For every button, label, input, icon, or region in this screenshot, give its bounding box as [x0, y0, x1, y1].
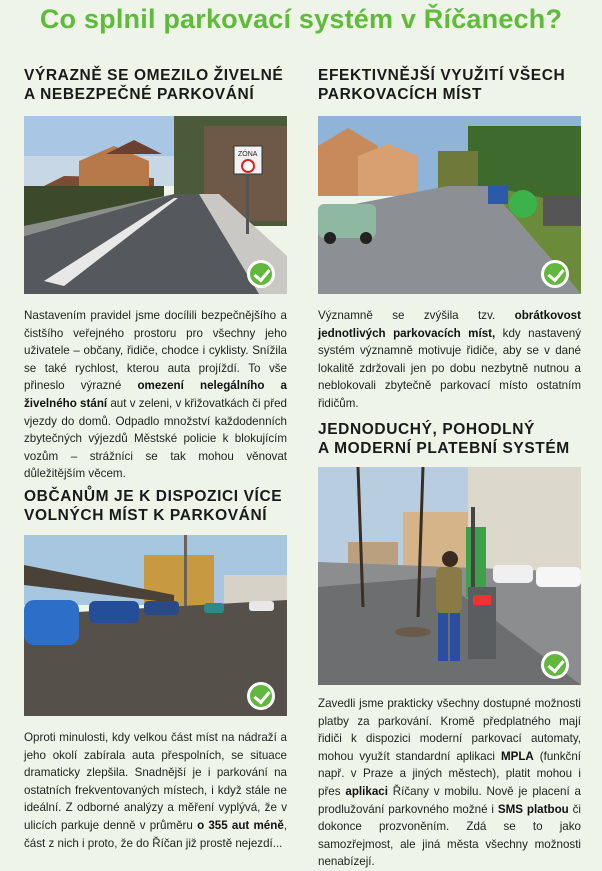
- section-efficient-use: [318, 66, 581, 413]
- check-icon: [541, 260, 569, 288]
- check-icon: [247, 682, 275, 710]
- street-photo: [24, 116, 287, 294]
- section-parking-restriction: [24, 66, 287, 483]
- section-heading: JEDNODUCHÝ, POHODLNÝ A MODERNÍ PLATEBNÍ SYSTÉM: [318, 421, 570, 457]
- section-payment-system: [318, 420, 581, 871]
- check-icon: [541, 651, 569, 679]
- section-text: Oproti minulosti, kdy velkou část míst na nádraží a jeho okolí zabírala auta přespolních, se situace dramaticky zlepšila. Snadnější je i parkování na ostatních frekventovaných místech, i když stále ne ideální. Z odborné analýzy a měření vyplývá, že v ulicích parkuje denně v průměru o 355 aut méně, část z nich i proto, že do Říčan již prostě nejezdí...: [24, 731, 287, 850]
- section-text: Významně se zvýšila tzv. obrátkovost jednotlivých parkovacích míst, kdy nastavený systém významně motivuje řidiče, aby se v dané lokalitě zdržovali jen po dobu nezbytně nutnou a neblokovali zbytečně parkovací místo ostatním řidičům.: [318, 309, 581, 410]
- section-text: Nastavením pravidel jsme docílili bezpečnějšího a čistšího veřejného prostoru pro všechny jeho uživatele – občany, řidiče, chodce i cyklisty. Snížila se také rychlost, kterou auta projíždí. To vše přineslo výrazné omezení nelegálního a živelného stání aut v zeleni, v křižovatkách či před vjezdy do domů. Odpadlo množství každodenních zbytečných výjezdů Městské policie k blokujícím vozům – strážníci se tak mohou věnovat důležitějším věcem.: [24, 309, 287, 481]
- section-heading: EFEKTIVNĚJŠÍ VYUŽITÍ VŠECH PARKOVACÍCH MÍST: [318, 67, 566, 103]
- parking-meter-photo: [318, 467, 581, 685]
- section-heading: VÝRAZNĚ SE OMEZILO ŽIVELNÉ A NEBEZPEČNÉ PARKOVÁNÍ: [24, 67, 284, 103]
- section-more-parking: [24, 487, 287, 852]
- street-photo: [318, 116, 581, 294]
- section-heading: OBČANŮM JE K DISPOZICI VÍCE VOLNÝCH MÍST K PARKOVÁNÍ: [24, 488, 283, 524]
- zone-sign: ZÓNA: [238, 151, 258, 158]
- parking-lot-photo: [24, 535, 287, 716]
- page-title: Co splnil parkovací systém v Říčanech?: [39, 4, 563, 34]
- section-text: Zavedli jsme prakticky všechny dostupné možnosti platby za parkování. Kromě předplatného mají řidiči k dispozici moderní parkovací automaty, mohou využít standardní aplikaci MPLA (funkční např. v Praze a jiných městech), platit mohou i přes aplikaci Říčany v mobilu. Nově je placení a prodlužování parkovného možné i SMS platbou či dokonce prozvoněním. Zdá se to jako samozřejmost, ale jiná města všechny možnosti nenabízejí.: [318, 697, 582, 869]
- check-icon: [247, 260, 275, 288]
